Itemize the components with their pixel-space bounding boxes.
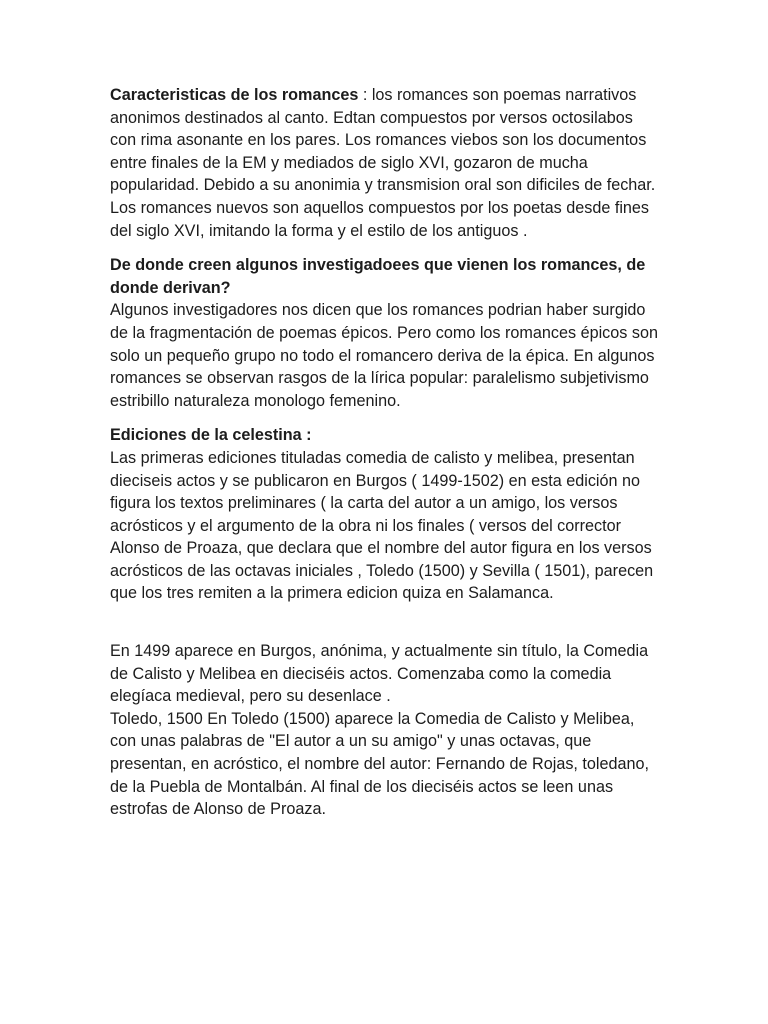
origen-heading: De donde creen algunos investigadoees que vienen los romances, de donde derivan?	[110, 256, 646, 297]
ediciones-body: Las primeras ediciones tituladas comedia de calisto y melibea, presentan dieciseis actos y se publicaron en Burgos ( 1499-1502) en esta edición no figura los textos preliminares ( la carta del autor a un amigo, los versos acrósticos y el argumento de la obra ni los finales ( versos del corrector Alonso de Proaza, que declara que el nombre del autor figura en los versos acrósticos de las octavas iniciales , Toledo (1500) y Sevilla ( 1501), parecen que los tres remiten a la primera edicion quiza en Salamanca.	[110, 448, 654, 603]
romances-body: : los romances son poemas narrativos anonimos destinados al canto. Edtan compuestos por versos octosilabos con rima asonante en los pares. Los romances viebos son los documentos entre finales de la EM y mediados de siglo XVI, gozaron de mucha popularidad. Debido a su anonimia y transmision oral son dificiles de fechar. Los romances nuevos son aquellos compuestos por los poetas desde fines del siglo XVI, imitando la forma y el estilo de los antiguos .	[110, 86, 656, 240]
section-romances	[110, 84, 658, 242]
spacer	[110, 605, 658, 640]
burgos-body: En 1499 aparece en Burgos, anónima, y actualmente sin título, la Comedia de Calisto y Melibea en dieciséis actos. Comenzaba como la comedia elegíaca medieval, pero su desenlace . Toledo, 1500 En Toledo (1500) aparece la Comedia de Calisto y Melibea, con unas palabras de "El autor a un su amigo" y unas octavas, que presentan, en acróstico, el nombre del autor: Fernando de Rojas, toledano, de la Puebla de Montalbán. Al final de los dieciséis actos se leen unas estrofas de Alonso de Proaza.	[110, 642, 650, 819]
section-origen	[110, 254, 658, 412]
romances-heading: Caracteristicas de los romances	[110, 86, 359, 104]
document-page	[110, 84, 658, 821]
section-burgos	[110, 640, 658, 821]
origen-body: Algunos investigadores nos dicen que los romances podrian haber surgido de la fragmentación de poemas épicos. Pero como los romances épicos son solo un pequeño grupo no todo el romancero deriva de la épica. En algunos romances se observan rasgos de la lírica popular: paralelismo subjetivismo estribillo naturaleza monologo femenino.	[110, 301, 658, 410]
spacer	[110, 242, 658, 254]
ediciones-heading: Ediciones de la celestina :	[110, 426, 312, 445]
spacer	[110, 412, 658, 424]
section-ediciones	[110, 424, 658, 605]
